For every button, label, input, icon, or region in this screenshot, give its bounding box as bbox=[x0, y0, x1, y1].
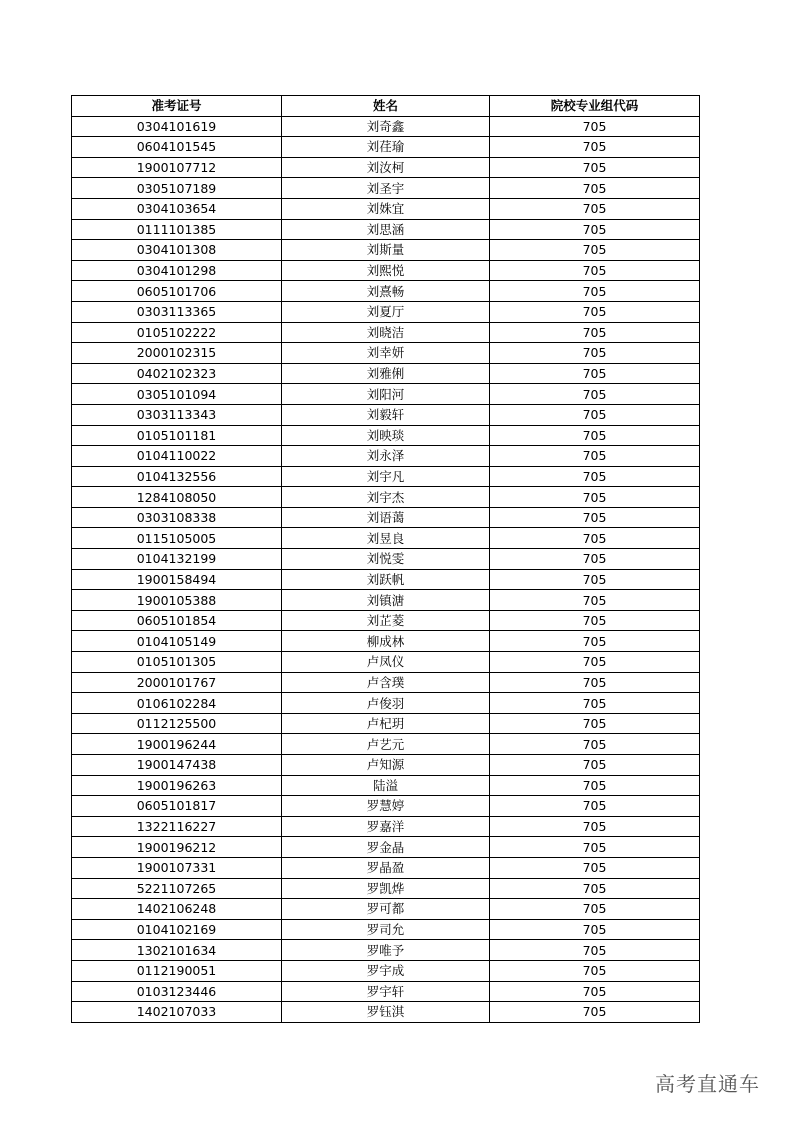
cell-name: 刘熹畅 bbox=[282, 281, 490, 302]
cell-exam-id: 0105101181 bbox=[72, 425, 282, 446]
cell-group-code: 705 bbox=[490, 507, 700, 528]
cell-name: 罗钰淇 bbox=[282, 1002, 490, 1023]
cell-name: 罗凯烨 bbox=[282, 878, 490, 899]
cell-exam-id: 1284108050 bbox=[72, 487, 282, 508]
cell-group-code: 705 bbox=[490, 755, 700, 776]
table-row bbox=[72, 857, 700, 878]
table-row bbox=[72, 425, 700, 446]
cell-group-code: 705 bbox=[490, 590, 700, 611]
cell-group-code: 705 bbox=[490, 343, 700, 364]
cell-exam-id: 0304101619 bbox=[72, 116, 282, 137]
cell-exam-id: 0104110022 bbox=[72, 446, 282, 467]
table-row bbox=[72, 157, 700, 178]
cell-name: 刘圣宇 bbox=[282, 178, 490, 199]
table-row bbox=[72, 281, 700, 302]
cell-group-code: 705 bbox=[490, 569, 700, 590]
table-row bbox=[72, 631, 700, 652]
cell-name: 刘夏厅 bbox=[282, 301, 490, 322]
table-row bbox=[72, 549, 700, 570]
cell-group-code: 705 bbox=[490, 116, 700, 137]
table-row bbox=[72, 569, 700, 590]
cell-group-code: 705 bbox=[490, 899, 700, 920]
cell-group-code: 705 bbox=[490, 425, 700, 446]
cell-group-code: 705 bbox=[490, 446, 700, 467]
table-row bbox=[72, 322, 700, 343]
cell-name: 罗晶盈 bbox=[282, 857, 490, 878]
table-row bbox=[72, 960, 700, 981]
table-row bbox=[72, 940, 700, 961]
cell-exam-id: 0106102284 bbox=[72, 693, 282, 714]
cell-group-code: 705 bbox=[490, 466, 700, 487]
table-row bbox=[72, 528, 700, 549]
table-row bbox=[72, 919, 700, 940]
cell-group-code: 705 bbox=[490, 652, 700, 673]
cell-group-code: 705 bbox=[490, 960, 700, 981]
cell-exam-id: 0605101854 bbox=[72, 610, 282, 631]
cell-group-code: 705 bbox=[490, 940, 700, 961]
cell-exam-id: 0104132556 bbox=[72, 466, 282, 487]
cell-group-code: 705 bbox=[490, 713, 700, 734]
table-row bbox=[72, 796, 700, 817]
cell-group-code: 705 bbox=[490, 137, 700, 158]
cell-name: 卢凤仪 bbox=[282, 652, 490, 673]
table-row bbox=[72, 240, 700, 261]
cell-group-code: 705 bbox=[490, 157, 700, 178]
cell-exam-id: 0304103654 bbox=[72, 198, 282, 219]
table-row bbox=[72, 301, 700, 322]
table-row bbox=[72, 652, 700, 673]
cell-group-code: 705 bbox=[490, 919, 700, 940]
table-row bbox=[72, 404, 700, 425]
table-row bbox=[72, 590, 700, 611]
table-row bbox=[72, 466, 700, 487]
cell-name: 刘毅轩 bbox=[282, 404, 490, 425]
cell-exam-id: 1900196212 bbox=[72, 837, 282, 858]
cell-exam-id: 0112125500 bbox=[72, 713, 282, 734]
cell-group-code: 705 bbox=[490, 816, 700, 837]
cell-exam-id: 0104102169 bbox=[72, 919, 282, 940]
cell-exam-id: 1900196244 bbox=[72, 734, 282, 755]
cell-exam-id: 0304101298 bbox=[72, 260, 282, 281]
cell-name: 刘语蔼 bbox=[282, 507, 490, 528]
cell-exam-id: 0112190051 bbox=[72, 960, 282, 981]
cell-exam-id: 0305101094 bbox=[72, 384, 282, 405]
cell-group-code: 705 bbox=[490, 260, 700, 281]
cell-exam-id: 1302101634 bbox=[72, 940, 282, 961]
cell-exam-id: 1402107033 bbox=[72, 1002, 282, 1023]
table-header-row bbox=[72, 96, 700, 117]
cell-exam-id: 0303108338 bbox=[72, 507, 282, 528]
cell-group-code: 705 bbox=[490, 672, 700, 693]
cell-exam-id: 1900107331 bbox=[72, 857, 282, 878]
cell-exam-id: 0305107189 bbox=[72, 178, 282, 199]
table-row bbox=[72, 713, 700, 734]
table-row bbox=[72, 384, 700, 405]
cell-exam-id: 0103123446 bbox=[72, 981, 282, 1002]
cell-group-code: 705 bbox=[490, 240, 700, 261]
cell-name: 罗可都 bbox=[282, 899, 490, 920]
table-row bbox=[72, 899, 700, 920]
cell-name: 刘雅俐 bbox=[282, 363, 490, 384]
cell-group-code: 705 bbox=[490, 631, 700, 652]
cell-name: 卢俊羽 bbox=[282, 693, 490, 714]
column-header-name: 姓名 bbox=[282, 96, 490, 117]
cell-exam-id: 0104132199 bbox=[72, 549, 282, 570]
table-body bbox=[72, 116, 700, 1022]
cell-exam-id: 1322116227 bbox=[72, 816, 282, 837]
column-header-exam-id: 准考证号 bbox=[72, 96, 282, 117]
cell-group-code: 705 bbox=[490, 1002, 700, 1023]
table-row bbox=[72, 198, 700, 219]
cell-exam-id: 0304101308 bbox=[72, 240, 282, 261]
admission-table bbox=[71, 95, 700, 1023]
table-row bbox=[72, 775, 700, 796]
table-row bbox=[72, 507, 700, 528]
cell-name: 刘镇溏 bbox=[282, 590, 490, 611]
cell-name: 罗嘉洋 bbox=[282, 816, 490, 837]
cell-name: 罗金晶 bbox=[282, 837, 490, 858]
cell-name: 罗慧婷 bbox=[282, 796, 490, 817]
cell-name: 刘阳河 bbox=[282, 384, 490, 405]
cell-exam-id: 0111101385 bbox=[72, 219, 282, 240]
table-row bbox=[72, 363, 700, 384]
table-row bbox=[72, 1002, 700, 1023]
cell-exam-id: 0605101706 bbox=[72, 281, 282, 302]
cell-name: 卢知源 bbox=[282, 755, 490, 776]
table-row bbox=[72, 343, 700, 364]
cell-group-code: 705 bbox=[490, 878, 700, 899]
table-row bbox=[72, 260, 700, 281]
table-row bbox=[72, 610, 700, 631]
cell-name: 刘奇鑫 bbox=[282, 116, 490, 137]
cell-exam-id: 0115105005 bbox=[72, 528, 282, 549]
cell-exam-id: 0105102222 bbox=[72, 322, 282, 343]
table-row bbox=[72, 219, 700, 240]
table-row bbox=[72, 981, 700, 1002]
cell-exam-id: 0303113365 bbox=[72, 301, 282, 322]
cell-group-code: 705 bbox=[490, 322, 700, 343]
cell-group-code: 705 bbox=[490, 487, 700, 508]
cell-name: 刘汝柯 bbox=[282, 157, 490, 178]
cell-group-code: 705 bbox=[490, 796, 700, 817]
cell-name: 刘映琰 bbox=[282, 425, 490, 446]
cell-name: 陆溢 bbox=[282, 775, 490, 796]
cell-group-code: 705 bbox=[490, 734, 700, 755]
cell-name: 刘幸妍 bbox=[282, 343, 490, 364]
cell-exam-id: 1900107712 bbox=[72, 157, 282, 178]
cell-group-code: 705 bbox=[490, 857, 700, 878]
cell-group-code: 705 bbox=[490, 198, 700, 219]
cell-name: 刘斯量 bbox=[282, 240, 490, 261]
cell-group-code: 705 bbox=[490, 775, 700, 796]
cell-name: 刘晓洁 bbox=[282, 322, 490, 343]
cell-name: 罗司允 bbox=[282, 919, 490, 940]
cell-exam-id: 2000101767 bbox=[72, 672, 282, 693]
cell-exam-id: 0303113343 bbox=[72, 404, 282, 425]
cell-exam-id: 1900158494 bbox=[72, 569, 282, 590]
table-row bbox=[72, 672, 700, 693]
table-row bbox=[72, 878, 700, 899]
cell-exam-id: 2000102315 bbox=[72, 343, 282, 364]
table-row bbox=[72, 178, 700, 199]
cell-group-code: 705 bbox=[490, 837, 700, 858]
table-row bbox=[72, 816, 700, 837]
cell-group-code: 705 bbox=[490, 301, 700, 322]
cell-exam-id: 0604101545 bbox=[72, 137, 282, 158]
cell-name: 罗唯予 bbox=[282, 940, 490, 961]
cell-name: 刘宇杰 bbox=[282, 487, 490, 508]
cell-group-code: 705 bbox=[490, 281, 700, 302]
cell-group-code: 705 bbox=[490, 610, 700, 631]
cell-name: 刘思涵 bbox=[282, 219, 490, 240]
cell-exam-id: 0105101305 bbox=[72, 652, 282, 673]
cell-group-code: 705 bbox=[490, 178, 700, 199]
cell-exam-id: 1900105388 bbox=[72, 590, 282, 611]
cell-name: 卢杞玥 bbox=[282, 713, 490, 734]
cell-name: 刘芷菱 bbox=[282, 610, 490, 631]
cell-exam-id: 1900196263 bbox=[72, 775, 282, 796]
cell-group-code: 705 bbox=[490, 549, 700, 570]
cell-name: 刘昱良 bbox=[282, 528, 490, 549]
column-header-group-code: 院校专业组代码 bbox=[490, 96, 700, 117]
cell-name: 卢艺元 bbox=[282, 734, 490, 755]
cell-exam-id: 0104105149 bbox=[72, 631, 282, 652]
cell-name: 罗宇成 bbox=[282, 960, 490, 981]
cell-exam-id: 5221107265 bbox=[72, 878, 282, 899]
cell-name: 柳成林 bbox=[282, 631, 490, 652]
cell-group-code: 705 bbox=[490, 981, 700, 1002]
cell-group-code: 705 bbox=[490, 384, 700, 405]
cell-exam-id: 0402102323 bbox=[72, 363, 282, 384]
table-row bbox=[72, 755, 700, 776]
cell-name: 刘永泽 bbox=[282, 446, 490, 467]
cell-name: 刘悦雯 bbox=[282, 549, 490, 570]
cell-exam-id: 1402106248 bbox=[72, 899, 282, 920]
cell-name: 刘跃帆 bbox=[282, 569, 490, 590]
cell-name: 刘宇凡 bbox=[282, 466, 490, 487]
cell-group-code: 705 bbox=[490, 404, 700, 425]
table-row bbox=[72, 734, 700, 755]
cell-group-code: 705 bbox=[490, 693, 700, 714]
cell-exam-id: 0605101817 bbox=[72, 796, 282, 817]
cell-exam-id: 1900147438 bbox=[72, 755, 282, 776]
table-row bbox=[72, 487, 700, 508]
cell-group-code: 705 bbox=[490, 219, 700, 240]
cell-group-code: 705 bbox=[490, 528, 700, 549]
table-row bbox=[72, 116, 700, 137]
cell-name: 卢含璞 bbox=[282, 672, 490, 693]
watermark-text: 高考直通车 bbox=[655, 1072, 760, 1096]
cell-name: 刘荏瑜 bbox=[282, 137, 490, 158]
cell-name: 罗宇轩 bbox=[282, 981, 490, 1002]
cell-group-code: 705 bbox=[490, 363, 700, 384]
table-row bbox=[72, 837, 700, 858]
table-row bbox=[72, 693, 700, 714]
cell-name: 刘熙悦 bbox=[282, 260, 490, 281]
cell-name: 刘姝宜 bbox=[282, 198, 490, 219]
table-row bbox=[72, 137, 700, 158]
table-row bbox=[72, 446, 700, 467]
